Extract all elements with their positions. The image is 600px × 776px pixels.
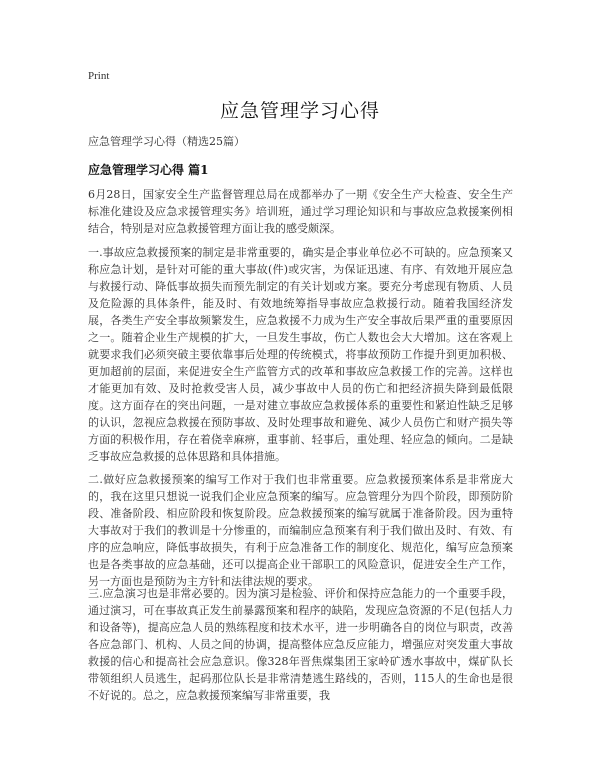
section-heading: 应急管理学习心得 篇1 [88,163,209,177]
document-subtitle: 应急管理学习心得（精选25篇） [88,135,245,148]
paragraph-3: 三.应急演习也是非常必要的。因为演习是检验、评价和保持应急能力的一个重要手段，通过演习，可在事故真正发生前暴露预案和程序的缺陷，发现应急资源的不足(包括人力和设备等)，提高应急人员的熟练程度和技术水平，进一步明确各自的岗位与职责，改善各应急部门、机构、人员之间的协调，提高整体应急反应能力，增强应对突发重大事故救援的信心和提高社会应急意识。像328年晋焦煤集团王家岭矿透水事故中，煤矿队长带领组织人员逃生，起码那位队长是非常清楚逃生路线的，否则，115人的生命也是很不好说的。总之，应急救援预案编写非常重要，我 [88,587,513,702]
paragraph-intro: 6月28日，国家安全生产监督管理总局在成都举办了一期《安全生产大检查、安全生产标准化建设及应急求援管理实务》培训班，通过学习理论知识和与事故应急救援案例相结合，特别是对应急救援管理方面让我的感受颇深。 [88,188,513,235]
paragraph-1: 一.事故应急救援预案的制定是非常重要的，确实是企事业单位必不可缺的。应急预案又称应急计划，是针对可能的重大事故(件)或灾害，为保证迅速、有序、有效地开展应急与救援行动、降低事故损失而预先制定的有关计划或方案。要充分考虑现有物质、人员及危险源的具体条件，能及时、有效地统筹指导事故应急救援行动。随着我国经济发展，各类生产安全事故频繁发生，应急救援不力成为生产安全事故后果严重的重要原因之一。随着企业生产规模的扩大，一旦发生事故，伤亡人数也会大大增加。这在客观上就要求我们必须突破主要依靠事后处理的传统模式，将事故预防工作提升到更加积极、更加超前的层面，来促进安全生产监管方式的改革和事故应急救援工作的完善。这样也才能更加有效、及时抢救受害人员，减少事故中人员的伤亡和把经济损失降到最低限度。这方面存在的突出问题，一是对建立事故应急救援体系的重要性和紧迫性缺乏足够的认识，忽视应急救援在预防事故、及时处理事故和避免、减少人员伤亡和财产损失等方面的积极作用，存在着侥幸麻痹，重事前、轻事后，重处理、轻应急的倾向。二是缺乏事故应急救援的总体思路和具体措施。 [88,246,513,463]
paragraph-2: 二.做好应急救援预案的编写工作对于我们也非常重要。应急救援预案体系是非常庞大的，我在这里只想说一说我们企业应急预案的编写。应急管理分为四个阶段，即预防阶段、准备阶段、相应阶段和恢复阶段。应急救援预案的编写就属于准备阶段。因为重特大事故对于我们的教训是十分惨重的，而编制应急预案有利于我们做出及时、有效、有序的应急响应，降低事故损失，有利于应急准备工作的制度化、规范化，编写应急预案也是各类事故的应急基础，还可以提高企业干部职工的风险意识，促进安全生产工作，另一方面也是预防为主方针和法律法规的要求。 [88,473,513,588]
page-title: 应急管理学习心得 [219,100,380,122]
print-label[interactable]: Print [88,70,110,82]
